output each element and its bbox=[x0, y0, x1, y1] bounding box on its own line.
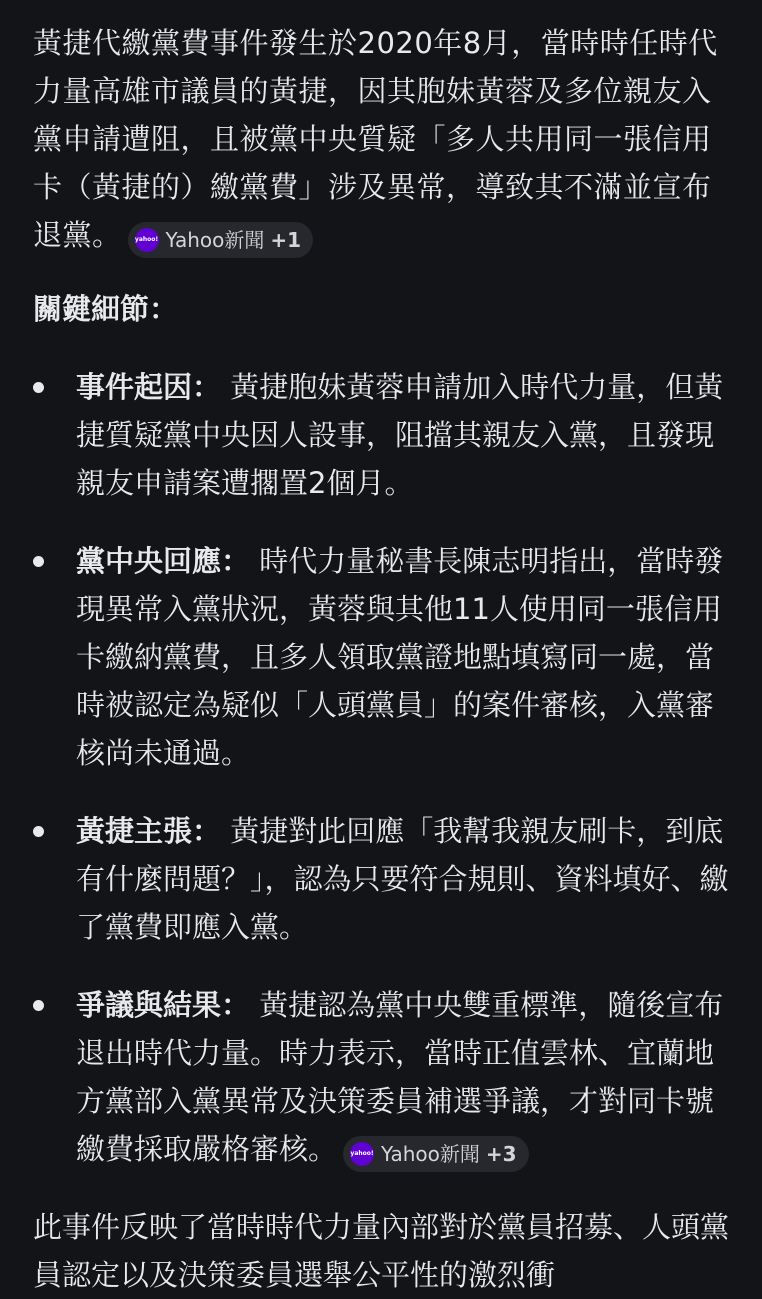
yahoo-logo-icon: yahoo! bbox=[350, 1142, 374, 1166]
list-item bbox=[33, 363, 733, 507]
bullet-icon bbox=[33, 556, 44, 567]
bullet-icon bbox=[33, 1000, 44, 1011]
details-list bbox=[33, 363, 733, 1173]
list-item bbox=[33, 537, 733, 777]
detail-text: 黃捷胞妹黃蓉申請加入時代力量，但黃捷質疑黨中央因人設事，阻擋其親友入黨，且發現親友申請案遭擱置2個月。 bbox=[76, 370, 724, 500]
source-chip-yahoo[interactable] bbox=[128, 222, 314, 258]
source-chip-label: Yahoo新聞 bbox=[165, 228, 265, 252]
detail-text: 黃捷對此回應「我幫我親友刷卡，到底有什麼問題？」，認為只要符合規則、資料填好、繳了黨費即應入黨。 bbox=[76, 814, 729, 944]
section-heading: 關鍵細節： bbox=[33, 292, 179, 326]
bullet-icon bbox=[33, 382, 44, 393]
detail-label: 爭議與結果： bbox=[76, 988, 251, 1022]
detail-label: 黨中央回應： bbox=[76, 544, 251, 578]
list-item bbox=[33, 981, 733, 1173]
conclusion-paragraph: 此事件反映了當時時代力量內部對於黨員招募、人頭黨員認定以及決策委員選舉公平性的激烈衝 bbox=[33, 1210, 730, 1292]
bullet-icon bbox=[33, 826, 44, 837]
detail-text: 時代力量秘書長陳志明指出，當時發現異常入黨狀況，黃蓉與其他11人使用同一張信用卡繳納黨費，且多人領取黨證地點填寫同一處，當時被認定為疑似「人頭黨員」的案件審核，入黨審核尚未通過。 bbox=[76, 544, 724, 770]
yahoo-logo-icon: yahoo! bbox=[135, 228, 159, 252]
intro-text: 黃捷代繳黨費事件發生於2020年8月，當時時任時代力量高雄市議員的黃捷，因其胞妹黃蓉及多位親友入黨申請遭阻，且被黨中央質疑「多人共用同一張信用卡（黃捷的）繳黨費」涉及異常，導致其不滿並宣布退黨。 bbox=[33, 26, 718, 252]
detail-text: 黃捷認為黨中央雙重標準，隨後宣布退出時代力量。時力表示，當時正值雲林、宜蘭地方黨部入黨異常及決策委員補選爭議，才對同卡號繳費採取嚴格審核。 bbox=[76, 988, 724, 1166]
source-chip-yahoo[interactable] bbox=[343, 1136, 529, 1172]
intro-paragraph bbox=[33, 19, 733, 259]
detail-label: 黃捷主張： bbox=[76, 814, 222, 848]
chat-response bbox=[33, 19, 733, 1299]
source-chip-count: +3 bbox=[485, 1142, 517, 1166]
list-item bbox=[33, 807, 733, 951]
detail-label: 事件起因： bbox=[76, 370, 222, 404]
source-chip-label: Yahoo新聞 bbox=[381, 1142, 480, 1166]
source-chip-count: +1 bbox=[270, 228, 302, 252]
